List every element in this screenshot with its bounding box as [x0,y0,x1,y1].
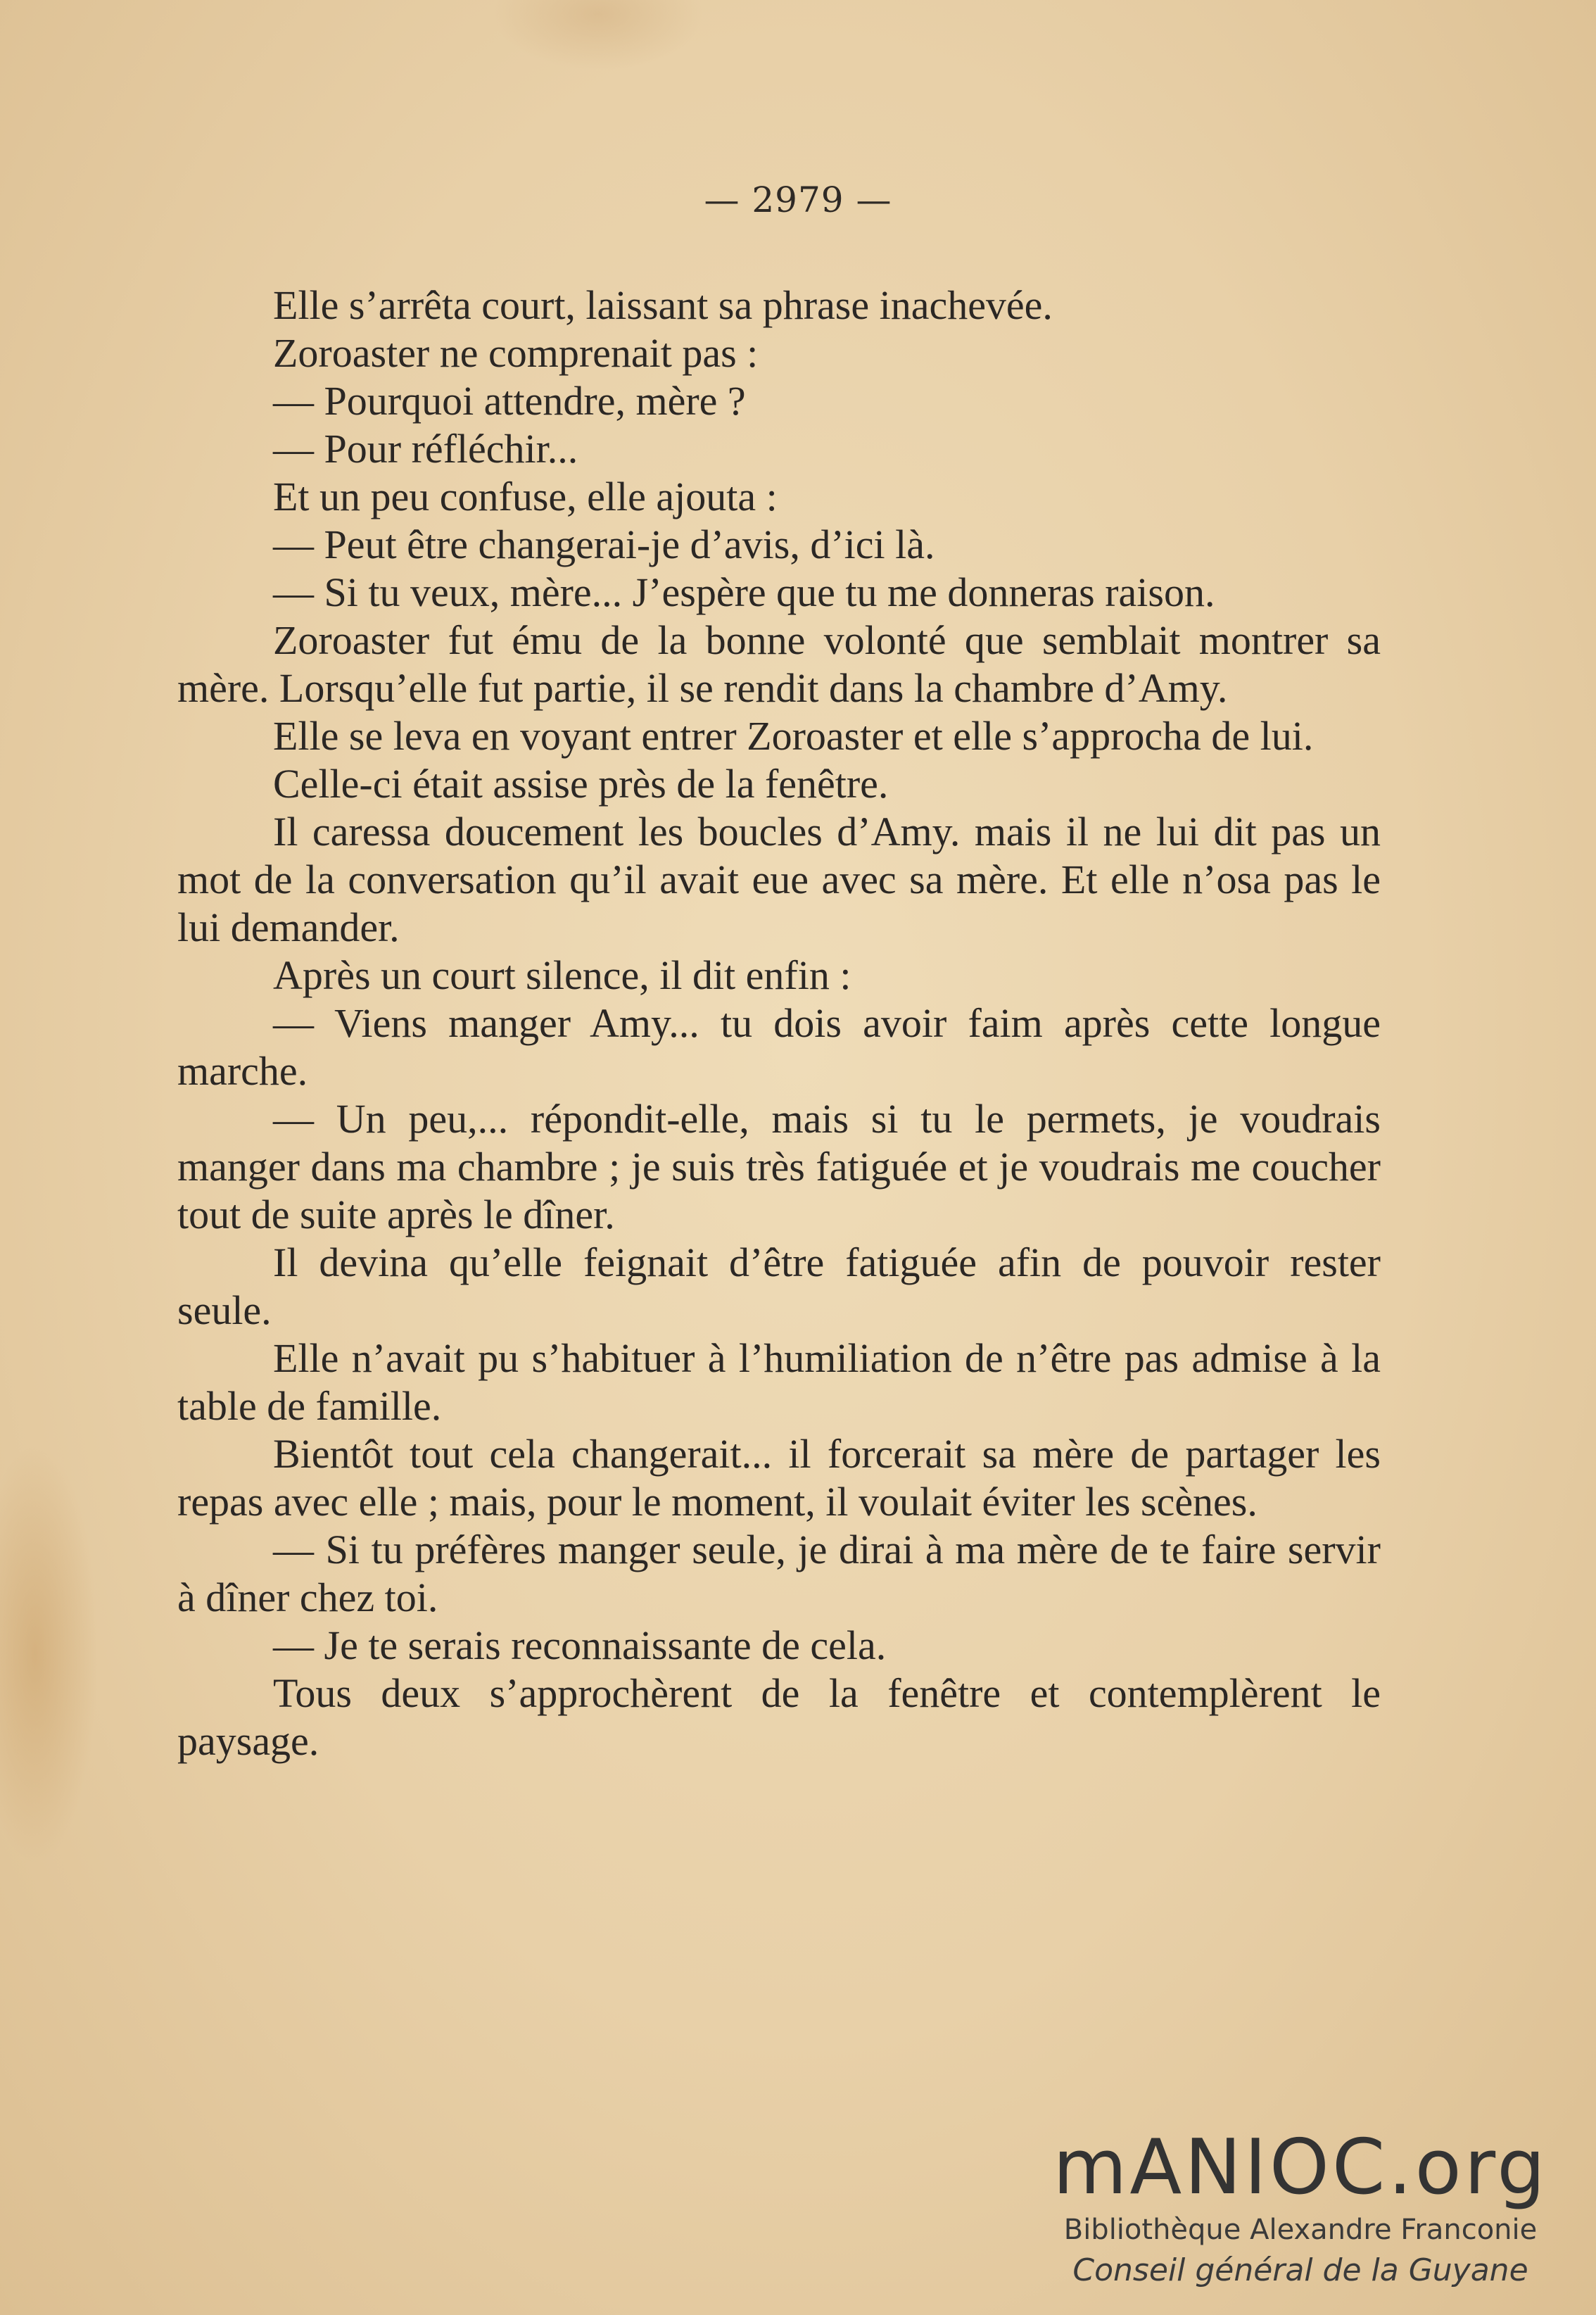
paragraph: Elle s’arrêta court, laissant sa phrase inachevée. [273,282,1053,328]
paragraph: Elle se leva en voyant entrer Zoroaster et elle s’approcha de lui. [273,713,1314,759]
paragraph: Zoroaster fut ému de la bonne volonté que semblait montrer sa mère. Lorsqu’elle fut partie, il se rendit dans la chambre d’Amy. [177,617,1381,711]
paragraph: Il devina qu’elle feignait d’être fatiguée afin de pouvoir rester seule. [177,1239,1381,1333]
paragraph: — Viens manger Amy... tu dois avoir faim après cette longue marche. [177,1000,1381,1094]
manioc-logo: mANIOC.org [1053,2124,1548,2212]
paragraph: Il caressa doucement les boucles d’Amy. mais il ne lui dit pas un mot de la conversation qu’il avait eue avec sa mère. Et elle n’osa pas le lui demander. [177,809,1381,950]
paragraph: — Si tu veux, mère... J’espère que tu me donneras raison. [273,569,1215,615]
paragraph: — Je te serais reconnaissante de cela. [273,1622,887,1668]
paragraph: Zoroaster ne comprenait pas : [273,330,759,376]
paragraph: Tous deux s’approchèrent de la fenêtre et contemplèrent le paysage. [177,1670,1381,1764]
paragraph: — Un peu,... répondit-elle, mais si tu le permets, je voudrais manger dans ma chambre ; je suis très fatiguée et je voudrais me coucher tout de suite après le dîner. [177,1096,1381,1237]
body-text [177,282,1381,1765]
paragraph: Elle n’avait pu s’habituer à l’humiliation de n’être pas admise à la table de famille. [177,1335,1381,1429]
paragraph: — Peut être changerai-je d’avis, d’ici là. [273,522,935,567]
paragraph: Celle-ci était assise près de la fenêtre. [273,761,889,807]
paper-stain-left [0,1443,99,1865]
paragraph: Après un court silence, il dit enfin : [273,952,851,998]
paragraph: Et un peu confuse, elle ajouta : [273,474,778,519]
paragraph: — Pourquoi attendre, mère ? [273,378,746,424]
manioc-watermark [1047,2126,1554,2292]
library-name: Bibliothèque Alexandre Franconie [1063,2214,1538,2246]
paragraph: — Si tu préfères manger seule, je dirai à ma mère de te faire servir à dîner chez toi. [177,1527,1381,1620]
paragraph: — Pour réfléchir... [273,426,578,472]
council-name: Conseil général de la Guyane [1072,2252,1528,2288]
page-number: — 2979 — [704,179,892,220]
paper-stain-top [493,0,704,70]
paragraph: Bientôt tout cela changerait... il forcerait sa mère de partager les repas avec elle ; mais, pour le moment, il voulait éviter les scènes. [177,1431,1381,1525]
